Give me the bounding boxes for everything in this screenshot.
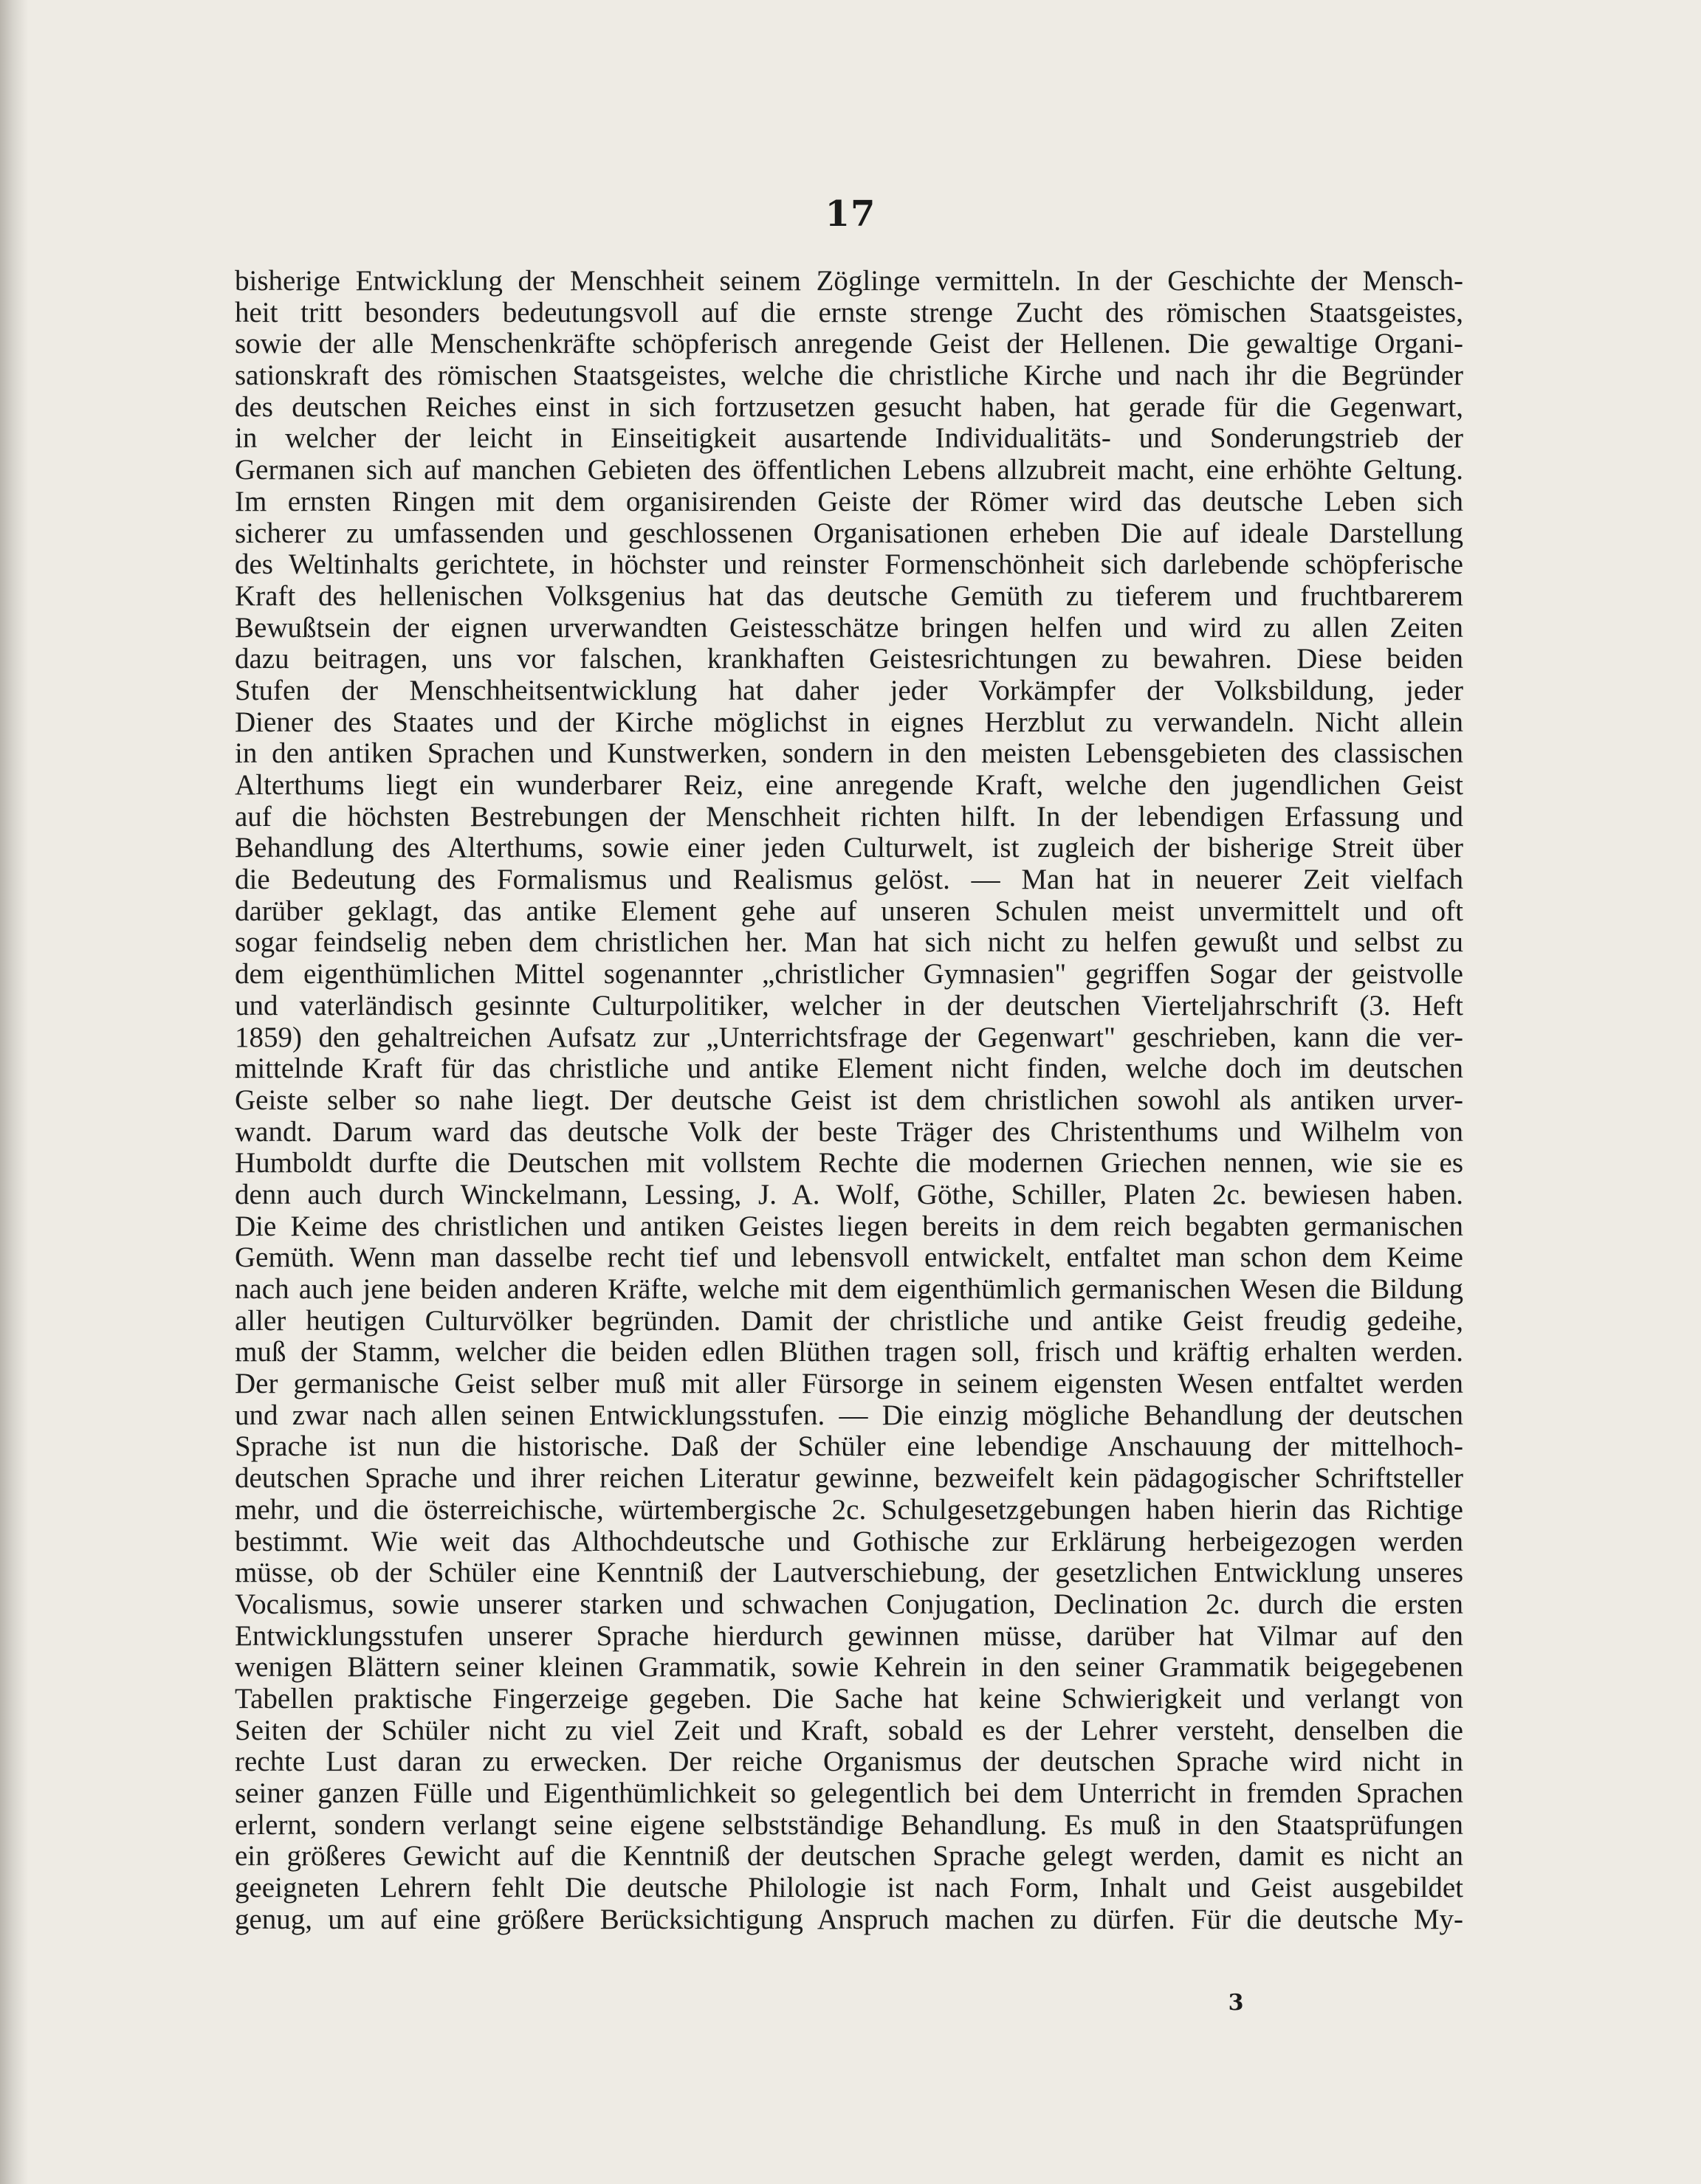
text-line: sationskraft des römischen Staatsgeistes, welche die christliche Kirche und nach ihr die Begründer <box>235 360 1463 392</box>
text-line: Der germanische Geist selber muß mit aller Fürsorge in seinem eigensten Wesen entfaltet werden <box>235 1368 1463 1400</box>
text-line: darüber geklagt, das antike Element gehe auf unseren Schulen meist unvermittelt und oft <box>235 895 1463 927</box>
text-line: Tabellen praktische Fingerzeige gegeben. Die Sache hat keine Schwierigkeit und verlangt von <box>235 1683 1463 1715</box>
text-line: ein größeres Gewicht auf die Kenntniß der deutschen Sprache gelegt werden, damit es nicht an <box>235 1841 1463 1873</box>
text-line: dazu beitragen, uns vor falschen, krankhaften Geistesrichtungen zu bewahren. Diese beiden <box>235 644 1463 675</box>
text-line: rechte Lust daran zu erwecken. Der reiche Organismus der deutschen Sprache wird nicht in <box>235 1746 1463 1778</box>
text-line: und zwar nach allen seinen Entwicklungsstufen. — Die einzig mögliche Behandlung der deutschen <box>235 1399 1463 1431</box>
text-line: Im ernsten Ringen mit dem organisirenden Geiste der Römer wird das deutsche Leben sich <box>235 486 1463 517</box>
text-line: nach auch jene beiden anderen Kräfte, welche mit dem eigenthümlich germanischen Wesen die Bildung <box>235 1274 1463 1305</box>
text-line: sogar feindselig neben dem christlichen her. Man hat sich nicht zu helfen gewußt und selbst zu <box>235 927 1463 959</box>
text-line: Geiste selber so nahe liegt. Der deutsche Geist ist dem christlichen sowohl als antiken urver- <box>235 1084 1463 1116</box>
text-line: geeigneten Lehrern fehlt Die deutsche Philologie ist nach Form, Inhalt und Geist ausgebildet <box>235 1873 1463 1904</box>
signature-mark: 3 <box>1228 1990 1244 2016</box>
binding-gutter-shadow <box>0 0 28 2184</box>
text-line: auf die höchsten Bestrebungen der Menschheit richten hilft. In der lebendigen Erfassung und <box>235 801 1463 833</box>
text-line: wenigen Blättern seiner kleinen Grammatik, sowie Kehrein in den seiner Grammatik beigegebenen <box>235 1652 1463 1684</box>
text-line: genug, um auf eine größere Berücksichtigung Anspruch machen zu dürfen. Für die deutsche My- <box>235 1904 1463 1935</box>
text-line: mittelnde Kraft für das christliche und antike Element nicht finden, welche doch im deutschen <box>235 1053 1463 1085</box>
text-line: Alterthums liegt ein wunderbarer Reiz, eine anregende Kraft, welche den jugendlichen Geist <box>235 770 1463 801</box>
text-line: müsse, ob der Schüler eine Kenntniß der Lautverschiebung, der gesetzlichen Entwicklung unseres <box>235 1557 1463 1589</box>
text-line: Diener des Staates und der Kirche möglichst in eignes Herzblut zu verwandeln. Nicht allein <box>235 706 1463 738</box>
text-line: bisherige Entwicklung der Menschheit seinem Zöglinge vermitteln. In der Geschichte der Mensch- <box>235 266 1463 297</box>
text-line: Die Keime des christlichen und antiken Geistes liegen bereits in dem reich begabten germanischen <box>235 1210 1463 1242</box>
text-line: Humboldt durfte die Deutschen mit vollstem Rechte die modernen Griechen nennen, wie sie es <box>235 1148 1463 1179</box>
text-line: die Bedeutung des Formalismus und Realismus gelöst. — Man hat in neuerer Zeit vielfach <box>235 864 1463 896</box>
text-line: Bewußtsein der eignen urverwandten Geistesschätze bringen helfen und wird zu allen Zeiten <box>235 612 1463 644</box>
text-line: 1859) den gehaltreichen Aufsatz zur „Unterrichtsfrage der Gegenwart" geschrieben, kann die ver- <box>235 1022 1463 1053</box>
text-line: mehr, und die österreichische, würtembergische 2c. Schulgesetzgebungen haben hierin das Richtige <box>235 1494 1463 1526</box>
text-line: dem eigenthümlichen Mittel sogenannter „christlicher Gymnasien" gegriffen Sogar der geistvolle <box>235 959 1463 991</box>
text-line: aller heutigen Culturvölker begründen. Damit der christliche und antike Geist freudig gedeihe, <box>235 1305 1463 1337</box>
page-number: 17 <box>825 193 876 235</box>
text-line: sicherer zu umfassenden und geschlossenen Organisationen erheben Die auf ideale Darstellung <box>235 517 1463 549</box>
text-line: Kraft des hellenischen Volksgenius hat das deutsche Gemüth zu tieferem und fruchtbarerem <box>235 580 1463 612</box>
text-line: in den antiken Sprachen und Kunstwerken, sondern in den meisten Lebensgebieten des classischen <box>235 738 1463 770</box>
text-line: deutschen Sprache und ihrer reichen Literatur gewinne, bezweifelt kein pädagogischer Schriftsteller <box>235 1463 1463 1495</box>
text-line: Behandlung des Alterthums, sowie einer jeden Culturwelt, ist zugleich der bisherige Streit über <box>235 833 1463 864</box>
text-line: des deutschen Reiches einst in sich fortzusetzen gesucht haben, hat gerade für die Gegenwart, <box>235 391 1463 423</box>
text-line: Vocalismus, sowie unserer starken und schwachen Conjugation, Declination 2c. durch die ersten <box>235 1588 1463 1620</box>
text-line: Sprache ist nun die historische. Daß der Schüler eine lebendige Anschauung der mittelhoch- <box>235 1431 1463 1463</box>
text-line: Seiten der Schüler nicht zu viel Zeit und Kraft, sobald es der Lehrer versteht, denselben die <box>235 1715 1463 1746</box>
text-line: bestimmt. Wie weit das Althochdeutsche und Gothische zur Erklärung herbeigezogen werden <box>235 1526 1463 1557</box>
body-text <box>235 266 1463 1935</box>
text-line: wandt. Darum ward das deutsche Volk der beste Träger des Christenthums und Wilhelm von <box>235 1116 1463 1148</box>
text-line: Germanen sich auf manchen Gebieten des öffentlichen Lebens allzubreit macht, eine erhöhte Geltung. <box>235 455 1463 486</box>
text-line: muß der Stamm, welcher die beiden edlen Blüthen tragen soll, frisch und kräftig erhalten werden. <box>235 1337 1463 1368</box>
text-line: Stufen der Menschheitsentwicklung hat daher jeder Vorkämpfer der Volksbildung, jeder <box>235 675 1463 706</box>
text-line: seiner ganzen Fülle und Eigenthümlichkeit so gelegentlich bei dem Unterricht in fremden Sprachen <box>235 1778 1463 1809</box>
text-line: und vaterländisch gesinnte Culturpolitiker, welcher in der deutschen Vierteljahrschrift (3. Heft <box>235 990 1463 1022</box>
text-line: heit tritt besonders bedeutungsvoll auf die ernste strenge Zucht des römischen Staatsgeistes, <box>235 297 1463 328</box>
text-line: Gemüth. Wenn man dasselbe recht tief und lebensvoll entwickelt, entfaltet man schon dem Keime <box>235 1242 1463 1274</box>
text-line: des Weltinhalts gerichtete, in höchster und reinster Formenschönheit sich darlebende schöpferische <box>235 549 1463 581</box>
text-line: erlernt, sondern verlangt seine eigene selbstständige Behandlung. Es muß in den Staatsprüfungen <box>235 1809 1463 1841</box>
text-line: in welcher der leicht in Einseitigkeit ausartende Individualitäts- und Sonderungstrieb der <box>235 423 1463 455</box>
text-line: sowie der alle Menschenkräfte schöpferisch anregende Geist der Hellenen. Die gewaltige Organi- <box>235 328 1463 360</box>
text-line: Entwicklungsstufen unserer Sprache hierdurch gewinnen müsse, darüber hat Vilmar auf den <box>235 1620 1463 1652</box>
text-line: denn auch durch Winckelmann, Lessing, J. A. Wolf, Göthe, Schiller, Platen 2c. bewiesen haben. <box>235 1179 1463 1210</box>
